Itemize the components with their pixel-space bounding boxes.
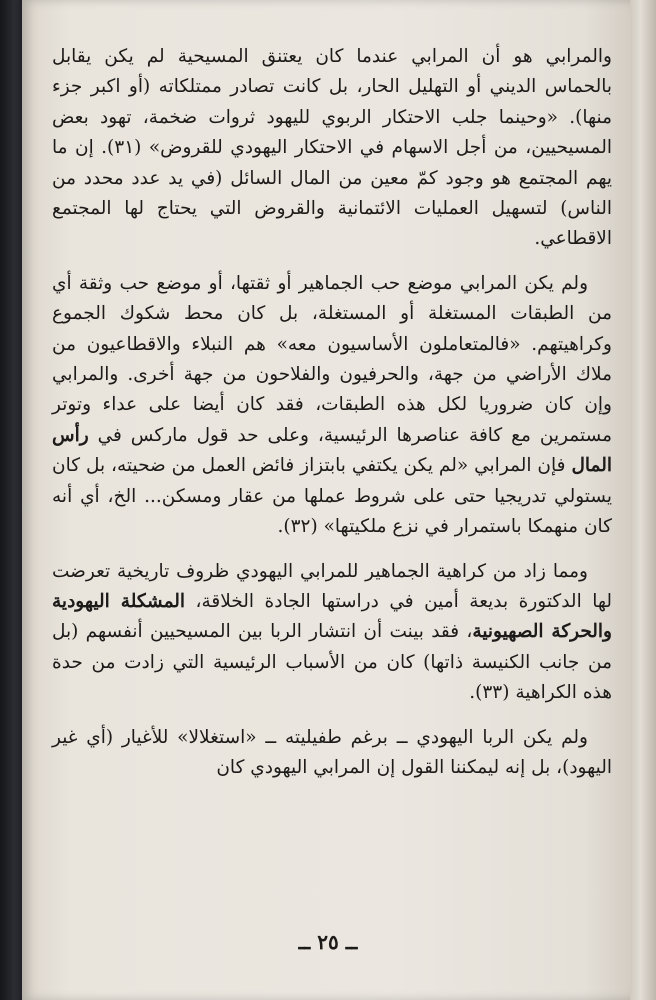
paragraph-gap [52,543,612,557]
paragraph-3 [52,557,612,709]
paragraph-4-text: ولم يكن الربا اليهودي ــ برغم طفيليته ــ «استغلالا» للأغيار (أي غير اليهود)، بل إنه ليمكننا القول إن المرابي اليهودي كان [52,726,612,778]
book-title-jewish-problem: المشكلة اليهودية والحركة الصهيونية [52,590,612,643]
paragraph-3-text-b: ، فقد بينت أن انتشار الربا بين المسيحيين أنفسهم (بل من جانب الكنيسة ذاتها) كان من الأسباب الرئيسية التي زادت من حدة هذه الكراهية (٣٣). [52,621,612,704]
paragraph-4 [52,723,612,784]
paragraph-gap [52,255,612,269]
book-title-capital: رأس المال [52,424,612,477]
paragraph-1-text: والمرابي هو أن المرابي عندما كان يعتنق المسيحية لم يكن يقابل بالحماس الديني أو التهليل الحار، بل كانت تصادر ممتلكاته (أو اكبر جزء منها). «وحينما جلب الاحتكار الربوي لليهود ثروات ضخمة، تهود بعض المسيحيين، من أجل الاسهام في الاحتكار اليهودي للقروض» (٣١). إن ما يهم المجتمع هو وجود كمّ معين من المال السائل (في يد عدد محدد من الناس) لتسهيل العمليات الائتمانية والقروض التي يحتاج لها المجتمع الاقطاعي. [52,46,612,250]
paragraph-3-text-a: ومما زاد من كراهية الجماهير للمرابي اليهودي ظروف تاريخية تعرضت لها الدكتورة بديعة أمين في دراستها الجادة الخلاقة، [52,560,612,612]
paragraph-gap [52,709,612,723]
body-text [52,42,612,783]
next-page-edge [630,0,656,1000]
paragraph-2-text-b: فإن المرابي «لم يكن يكتفي بابتزاز فائض العمل من ضحيته، بل كان يستولي تدريجيا حتى على شروط عملها من عقار ومسكن... الخ، أي أنه كان منهمكا باستمرار في نزع ملكيتها» (٣٢). [52,455,612,538]
page-number: ــ ٢٥ ــ [298,930,358,954]
paragraph-2 [52,269,612,543]
paragraph-2-text-a: ولم يكن المرابي موضع حب الجماهير أو ثقتها، أو موضع حب وثقة أي من الطبقات المستغلة أو المستغلة، بل كان محط شكوك الجموع وكراهيتهم. «فالمتعاملون الأساسيون معه» هم النبلاء والاقطاعيون من ملاك الأراضي من جهة، والحرفيون والفلاحون من جهة أخرى. والمرابي وإن كان ضروريا لكل هذه الطبقات، فقد كان أيضا على عداء وتوتر مستمرين مع كافة عناصرها الرئيسية، وعلى حد قول ماركس في [52,272,613,446]
paragraph-1 [52,42,612,255]
